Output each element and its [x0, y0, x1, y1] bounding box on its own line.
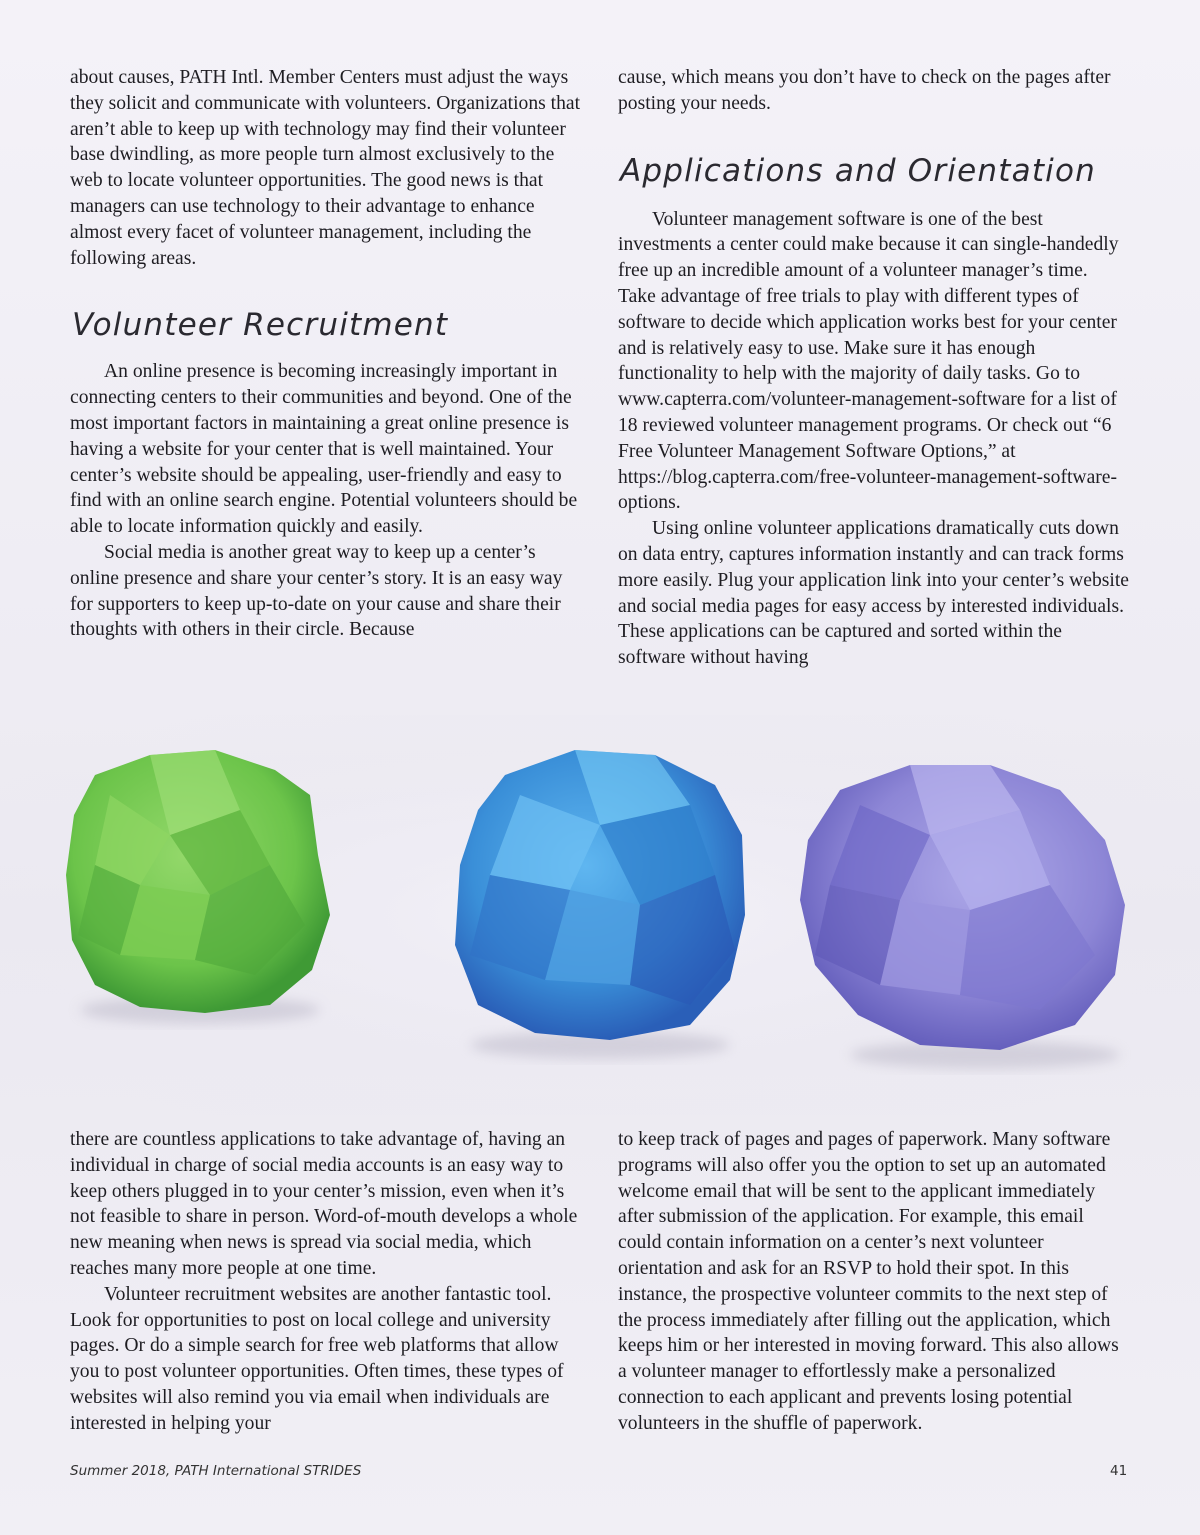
- paragraph: Using online volunteer applications dramatically cuts down on data entry, captures information instantly and can track forms more easily. Plug your application link into your center’s website and social media pages for easy access by interested individuals. These applications can be captured and sorted within the software without having: [618, 518, 1129, 669]
- paragraph: cause, which means you don’t have to check on the pages after posting your needs.: [618, 67, 1111, 114]
- paragraph: Volunteer management software is one of the best investments a center could make because it can single-handedly free up an incredible amount of a volunteer manager’s time. Take advantage of free trials to play with different types of software to decide which application works best for your center and is relatively easy to use. Make sure it has enough functionality to help with the majority of daily tasks. Go to www.capterra.com/volunteer-management-software for a list of 18 reviewed volunteer management programs. Or check out “6 Free Volunteer Management Software Options,” at https://blog.capterra.com/free-volunteer-management-software-options.: [618, 208, 1119, 514]
- paragraph: Volunteer recruitment websites are another fantastic tool. Look for opportunities to post on local college and university pages. Or do a simple search for free web platforms that allow you to post volunteer opportunities. Often times, these types of websites will also remind you via email when individuals are interested in helping your: [70, 1283, 564, 1434]
- crumpled-paper-photo: [0, 715, 1200, 1115]
- paragraph: An online presence is becoming increasingly important in connecting centers to their communities and beyond. One of the most important factors in maintaining a great online presence is having a website for your center that is well maintained. Your center’s website should be appealing, user-friendly and easy to find with an online search engine. Potential volunteers should be able to locate information quickly and easily.: [70, 361, 578, 538]
- green-paper-ball: [66, 750, 330, 1013]
- column-top-left: [70, 65, 582, 643]
- paragraph: about causes, PATH Intl. Member Centers must adjust the ways they solicit and communicate with volunteers. Organizations that aren’t able to keep up with technology may find their volunteer base dwindling, as more people turn almost exclusively to the web to locate volunteer opportunities. The good news is that managers can use technology to their advantage to enhance almost every facet of volunteer management, including the following areas.: [70, 67, 581, 269]
- section-heading-volunteer-recruitment: Volunteer Recruitment: [72, 307, 449, 344]
- paragraph: Social media is another great way to keep up a center’s online presence and share your center’s story. It is an easy way for supporters to keep up-to-date on your cause and share their thoughts with others in their circle. Because: [70, 541, 563, 641]
- paragraph: to keep track of pages and pages of paperwork. Many software programs will also offer you the option to set up an automated welcome email that will be sent to the applicant immediately after submission of the application. For example, this email could contain information on a center’s next volunteer orientation and ask for an RSVP to hold their spot. In this instance, the prospective volunteer commits to the next step of the process immediately after filling out the application, which keeps him or her interested in moving forward. This also allows a volunteer manager to effortlessly make a personalized connection to each applicant and prevents losing potential volunteers in the shuffle of paperwork.: [618, 1129, 1119, 1434]
- column-bottom-left: [70, 1127, 582, 1437]
- column-bottom-right: [618, 1127, 1130, 1437]
- blue-paper-ball: [455, 750, 745, 1040]
- paragraph: there are countless applications to take advantage of, having an individual in charge of social media accounts is an easy way to keep others plugged in to your center’s mission, even when it’s not feasible to share in person. Word-of-mouth develops a whole new meaning when news is spread via social media, which reaches many more people at one time.: [70, 1129, 578, 1279]
- column-top-right: [618, 65, 1130, 671]
- footer-publication: Summer 2018, PATH International STRIDES: [70, 1463, 362, 1479]
- section-heading-applications-orientation: Applications and Orientation: [620, 152, 1097, 189]
- page-number: 41: [1110, 1463, 1128, 1479]
